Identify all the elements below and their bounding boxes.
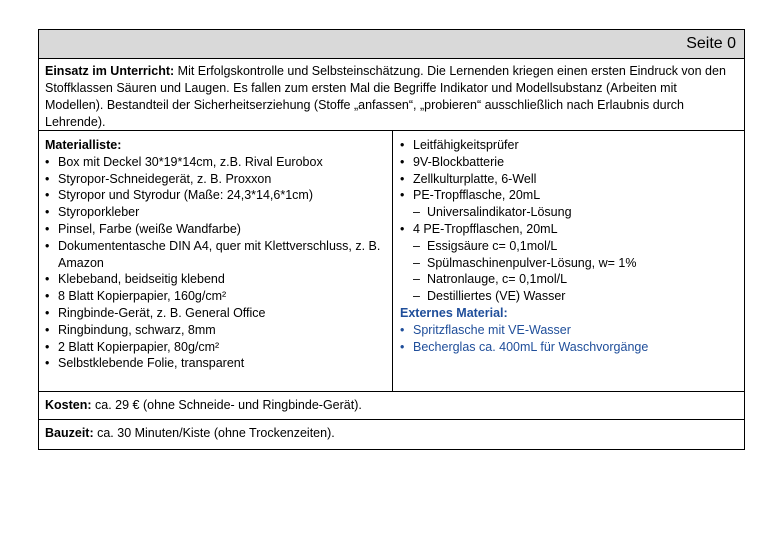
materials-section bbox=[39, 131, 744, 392]
list-item: – Destilliertes (VE) Wasser bbox=[400, 288, 738, 305]
list-item: • Selbstklebende Folie, transparent bbox=[45, 355, 386, 372]
page-header bbox=[39, 30, 744, 59]
list-item: – Essigsäure c= 0,1mol/L bbox=[400, 238, 738, 255]
list-item: • Klebeband, beidseitig klebend bbox=[45, 271, 386, 288]
bauzeit-section bbox=[39, 420, 744, 449]
einsatz-section bbox=[39, 59, 744, 131]
kosten-section bbox=[39, 392, 744, 420]
materials-left-column bbox=[39, 131, 393, 391]
list-item: • Dokumententasche DIN A4, quer mit Klettverschluss, z. B. Amazon bbox=[45, 238, 386, 272]
materials-right-column bbox=[393, 131, 744, 391]
kosten-label: Kosten: bbox=[45, 398, 92, 412]
list-item: • Ringbindung, schwarz, 8mm bbox=[45, 322, 386, 339]
document-table bbox=[38, 29, 745, 450]
list-item: • 8 Blatt Kopierpapier, 160g/cm² bbox=[45, 288, 386, 305]
list-item: – Natronlauge, c= 0,1mol/L bbox=[400, 271, 738, 288]
list-item: • Zellkulturplatte, 6-Well bbox=[400, 171, 738, 188]
einsatz-label: Einsatz im Unterricht: bbox=[45, 64, 175, 78]
materialliste-title: Materialliste: bbox=[45, 138, 122, 152]
list-item: • Box mit Deckel 30*19*14cm, z.B. Rival Eurobox bbox=[45, 154, 386, 171]
list-item: • Pinsel, Farbe (weiße Wandfarbe) bbox=[45, 221, 386, 238]
list-item: – Spülmaschinenpulver-Lösung, w= 1% bbox=[400, 255, 738, 272]
list-item: • Styroporkleber bbox=[45, 204, 386, 221]
list-item: – Universalindikator-Lösung bbox=[400, 204, 738, 221]
list-item: • 9V-Blockbatterie bbox=[400, 154, 738, 171]
list-item: • Styropor und Styrodur (Maße: 24,3*14,6*1cm) bbox=[45, 187, 386, 204]
einsatz-text: Mit Erfolgskontrolle und Selbsteinschätzung. Die Lernenden kriegen einen ersten Eindruck von den Stoffklassen Säuren und Laugen. Es fallen zum ersten Mal die Begriffe Indikator und Modellsubstanz (Arbeiten mit Modellen). Bestandteil der Sicherheitserziehung (Stoffe „anfassen“, „probieren“ ausschließlich nach Erlaubnis durch Lehrende). bbox=[45, 64, 726, 129]
kosten-text: ca. 29 € (ohne Schneide- und Ringbinde-Gerät). bbox=[91, 398, 362, 412]
materials-right-list bbox=[400, 137, 738, 305]
materials-left-list bbox=[45, 154, 386, 372]
bauzeit-label: Bauzeit: bbox=[45, 426, 94, 440]
external-material-list bbox=[400, 322, 738, 356]
list-item: • Ringbinde-Gerät, z. B. General Office bbox=[45, 305, 386, 322]
list-item: • 2 Blatt Kopierpapier, 80g/cm² bbox=[45, 339, 386, 356]
list-item: • Spritzflasche mit VE-Wasser bbox=[400, 322, 738, 339]
list-item: • Leitfähigkeitsprüfer bbox=[400, 137, 738, 154]
page-number: Seite 0 bbox=[686, 35, 736, 52]
list-item: • Styropor-Schneidegerät, z. B. Proxxon bbox=[45, 171, 386, 188]
external-material-title: Externes Material: bbox=[400, 305, 508, 320]
list-item: • 4 PE-Tropfflaschen, 20mL bbox=[400, 221, 738, 238]
list-item: • PE-Tropfflasche, 20mL bbox=[400, 187, 738, 204]
list-item: • Becherglas ca. 400mL für Waschvorgänge bbox=[400, 339, 738, 356]
bauzeit-text: ca. 30 Minuten/Kiste (ohne Trockenzeiten). bbox=[93, 426, 335, 440]
